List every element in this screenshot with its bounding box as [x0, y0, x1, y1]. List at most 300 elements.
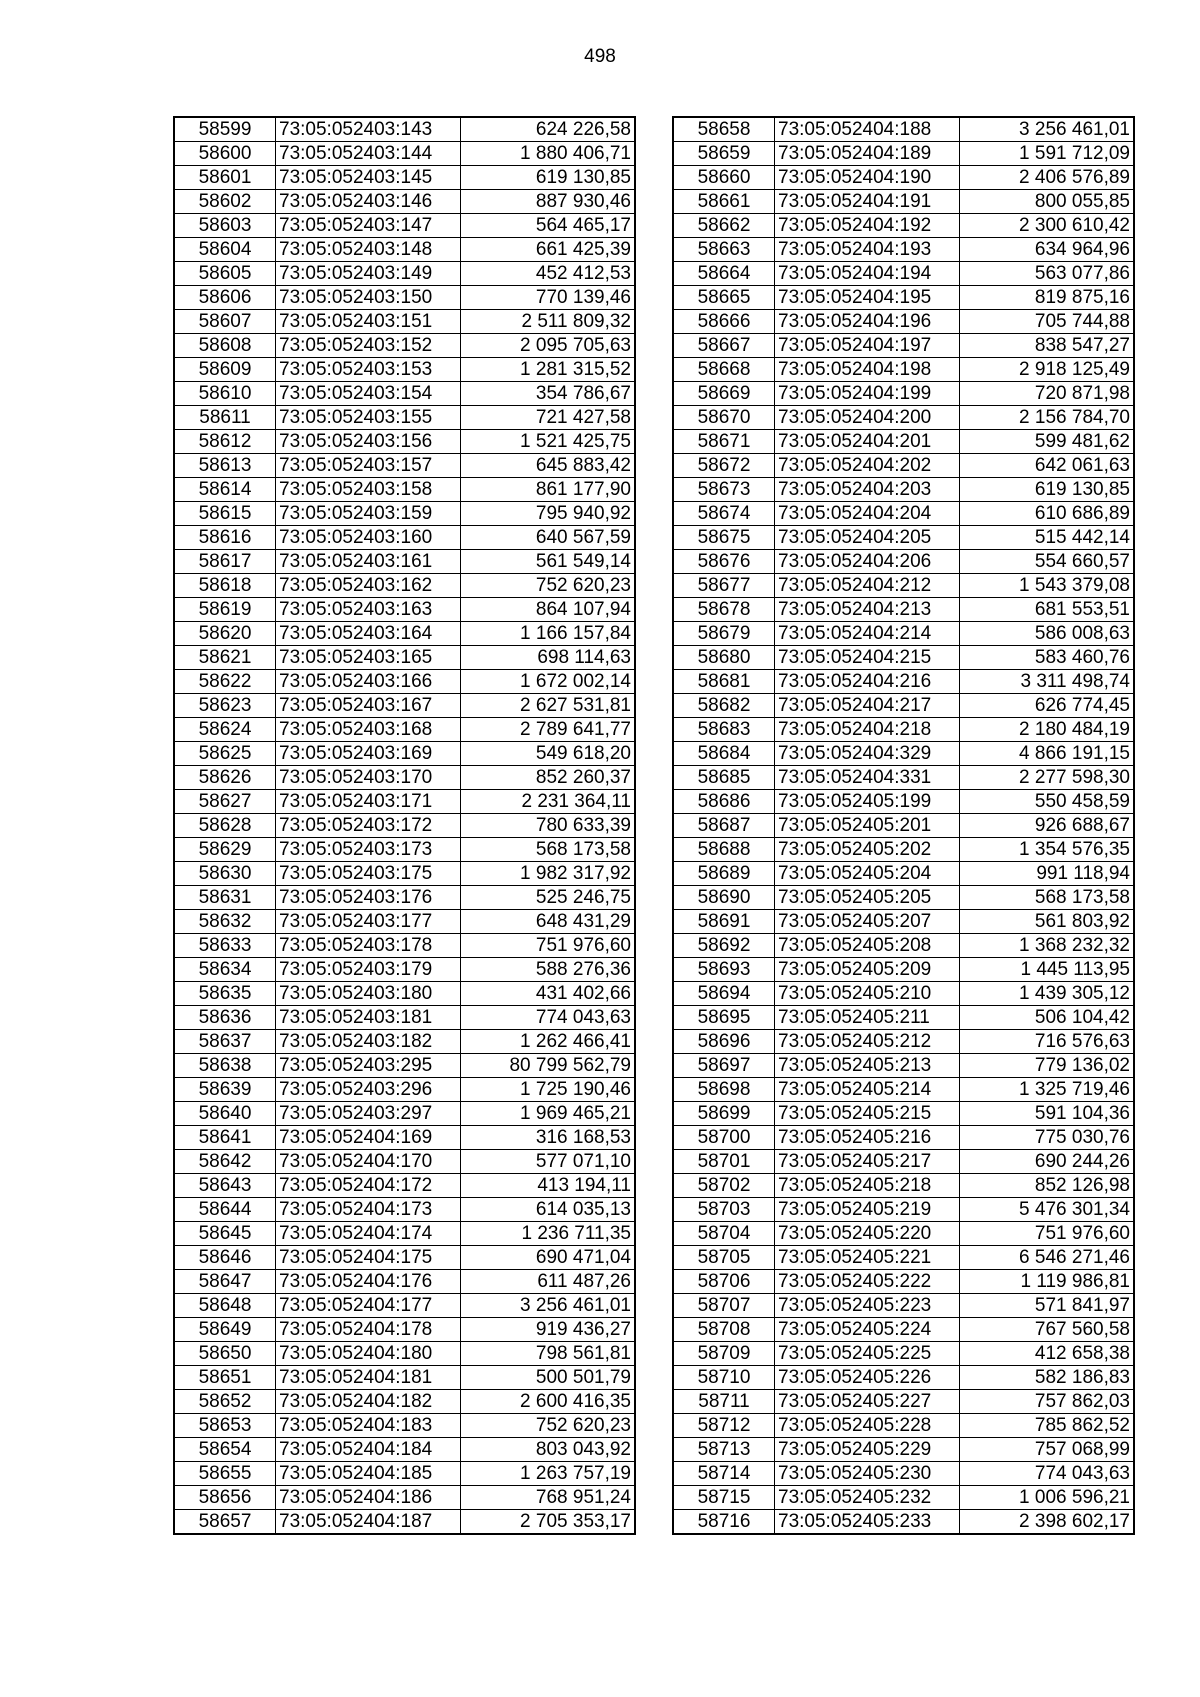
value-cell: 1 119 986,81 [960, 1270, 1135, 1294]
table-row [673, 694, 1134, 718]
row-number-cell: 58600 [174, 142, 276, 166]
table-row [673, 766, 1134, 790]
table-row [174, 286, 635, 310]
value-cell: 2 918 125,49 [960, 358, 1135, 382]
value-cell: 413 194,11 [461, 1174, 636, 1198]
table-row [174, 1294, 635, 1318]
cadastral-number-cell: 73:05:052404:217 [775, 694, 960, 718]
cadastral-number-cell: 73:05:052405:207 [775, 910, 960, 934]
value-cell: 2 231 364,11 [461, 790, 636, 814]
table-row [673, 1318, 1134, 1342]
value-cell: 2 600 416,35 [461, 1390, 636, 1414]
table-row [673, 622, 1134, 646]
row-number-cell: 58604 [174, 238, 276, 262]
row-number-cell: 58665 [673, 286, 775, 310]
value-cell: 774 043,63 [960, 1462, 1135, 1486]
table-row [174, 310, 635, 334]
row-number-cell: 58658 [673, 117, 775, 142]
value-cell: 568 173,58 [960, 886, 1135, 910]
row-number-cell: 58691 [673, 910, 775, 934]
table-row [174, 1342, 635, 1366]
value-cell: 1 445 113,95 [960, 958, 1135, 982]
cadastral-number-cell: 73:05:052404:200 [775, 406, 960, 430]
cadastral-number-cell: 73:05:052403:159 [276, 502, 461, 526]
value-cell: 864 107,94 [461, 598, 636, 622]
row-number-cell: 58607 [174, 310, 276, 334]
table-row [174, 766, 635, 790]
row-number-cell: 58629 [174, 838, 276, 862]
table-row [673, 646, 1134, 670]
value-cell: 819 875,16 [960, 286, 1135, 310]
cadastral-number-cell: 73:05:052404:194 [775, 262, 960, 286]
row-number-cell: 58709 [673, 1342, 775, 1366]
value-cell: 3 256 461,01 [960, 117, 1135, 142]
table-row [174, 886, 635, 910]
value-cell: 1 725 190,46 [461, 1078, 636, 1102]
value-cell: 582 186,83 [960, 1366, 1135, 1390]
row-number-cell: 58687 [673, 814, 775, 838]
table-row [174, 382, 635, 406]
row-number-cell: 58684 [673, 742, 775, 766]
cadastral-number-cell: 73:05:052405:199 [775, 790, 960, 814]
cadastral-number-cell: 73:05:052405:218 [775, 1174, 960, 1198]
value-cell: 720 871,98 [960, 382, 1135, 406]
cadastral-number-cell: 73:05:052403:176 [276, 886, 461, 910]
cadastral-number-cell: 73:05:052404:188 [775, 117, 960, 142]
table-row [673, 1150, 1134, 1174]
cadastral-number-cell: 73:05:052403:178 [276, 934, 461, 958]
cadastral-number-cell: 73:05:052405:229 [775, 1438, 960, 1462]
row-number-cell: 58705 [673, 1246, 775, 1270]
value-cell: 1 368 232,32 [960, 934, 1135, 958]
table-row [673, 838, 1134, 862]
table-row [673, 1174, 1134, 1198]
cadastral-number-cell: 73:05:052405:212 [775, 1030, 960, 1054]
cadastral-number-cell: 73:05:052404:174 [276, 1222, 461, 1246]
table-row [174, 478, 635, 502]
cadastral-number-cell: 73:05:052405:233 [775, 1510, 960, 1535]
row-number-cell: 58716 [673, 1510, 775, 1535]
table-row [174, 502, 635, 526]
table-row [673, 190, 1134, 214]
row-number-cell: 58713 [673, 1438, 775, 1462]
table-row [174, 1366, 635, 1390]
row-number-cell: 58708 [673, 1318, 775, 1342]
cadastral-number-cell: 73:05:052405:217 [775, 1150, 960, 1174]
cadastral-number-cell: 73:05:052403:170 [276, 766, 461, 790]
table-row [174, 358, 635, 382]
table-row [673, 166, 1134, 190]
value-cell: 648 431,29 [461, 910, 636, 934]
table-row [673, 1006, 1134, 1030]
value-cell: 1 166 157,84 [461, 622, 636, 646]
value-cell: 852 126,98 [960, 1174, 1135, 1198]
cadastral-number-cell: 73:05:052405:225 [775, 1342, 960, 1366]
table-row [174, 646, 635, 670]
value-cell: 80 799 562,79 [461, 1054, 636, 1078]
value-cell: 549 618,20 [461, 742, 636, 766]
table-row [174, 1198, 635, 1222]
row-number-cell: 58664 [673, 262, 775, 286]
value-cell: 6 546 271,46 [960, 1246, 1135, 1270]
table-row [673, 1390, 1134, 1414]
value-cell: 2 156 784,70 [960, 406, 1135, 430]
cadastral-number-cell: 73:05:052404:195 [775, 286, 960, 310]
value-cell: 768 951,24 [461, 1486, 636, 1510]
row-number-cell: 58695 [673, 1006, 775, 1030]
table-row [174, 1318, 635, 1342]
cadastral-number-cell: 73:05:052403:161 [276, 550, 461, 574]
table-row [174, 454, 635, 478]
row-number-cell: 58630 [174, 862, 276, 886]
cadastral-number-cell: 73:05:052404:180 [276, 1342, 461, 1366]
table-row [174, 1390, 635, 1414]
row-number-cell: 58693 [673, 958, 775, 982]
table-row [174, 862, 635, 886]
row-number-cell: 58623 [174, 694, 276, 718]
table-row [673, 238, 1134, 262]
cadastral-number-cell: 73:05:052404:181 [276, 1366, 461, 1390]
value-cell: 619 130,85 [960, 478, 1135, 502]
row-number-cell: 58677 [673, 574, 775, 598]
cadastral-number-cell: 73:05:052404:201 [775, 430, 960, 454]
table-row [174, 694, 635, 718]
value-cell: 785 862,52 [960, 1414, 1135, 1438]
row-number-cell: 58647 [174, 1270, 276, 1294]
value-cell: 861 177,90 [461, 478, 636, 502]
row-number-cell: 58714 [673, 1462, 775, 1486]
table-row [673, 1510, 1134, 1535]
table-row [673, 430, 1134, 454]
value-cell: 690 471,04 [461, 1246, 636, 1270]
table-row [174, 1006, 635, 1030]
cadastral-number-cell: 73:05:052403:177 [276, 910, 461, 934]
row-number-cell: 58707 [673, 1294, 775, 1318]
page-number: 498 [584, 46, 616, 67]
table-row [174, 117, 635, 142]
row-number-cell: 58610 [174, 382, 276, 406]
value-cell: 586 008,63 [960, 622, 1135, 646]
cadastral-number-cell: 73:05:052403:164 [276, 622, 461, 646]
table-row [174, 1078, 635, 1102]
table-row [673, 142, 1134, 166]
table-row [673, 1462, 1134, 1486]
cadastral-number-cell: 73:05:052405:211 [775, 1006, 960, 1030]
table-row [174, 718, 635, 742]
table-row [673, 790, 1134, 814]
table-row [174, 406, 635, 430]
row-number-cell: 58680 [673, 646, 775, 670]
row-number-cell: 58703 [673, 1198, 775, 1222]
cadastral-number-cell: 73:05:052403:171 [276, 790, 461, 814]
row-number-cell: 58690 [673, 886, 775, 910]
row-number-cell: 58655 [174, 1462, 276, 1486]
row-number-cell: 58656 [174, 1486, 276, 1510]
cadastral-number-cell: 73:05:052403:181 [276, 1006, 461, 1030]
row-number-cell: 58701 [673, 1150, 775, 1174]
table-row [174, 1486, 635, 1510]
cadastral-number-cell: 73:05:052403:156 [276, 430, 461, 454]
value-cell: 568 173,58 [461, 838, 636, 862]
value-cell: 751 976,60 [461, 934, 636, 958]
value-cell: 705 744,88 [960, 310, 1135, 334]
table-row [673, 1054, 1134, 1078]
table-row [174, 1462, 635, 1486]
table-row [673, 718, 1134, 742]
table-row [673, 1486, 1134, 1510]
row-number-cell: 58633 [174, 934, 276, 958]
cadastral-number-cell: 73:05:052404:204 [775, 502, 960, 526]
cadastral-number-cell: 73:05:052404:178 [276, 1318, 461, 1342]
row-number-cell: 58686 [673, 790, 775, 814]
value-cell: 2 300 610,42 [960, 214, 1135, 238]
cadastral-table-left [173, 116, 636, 1535]
table-row [673, 1342, 1134, 1366]
table-row [174, 550, 635, 574]
table-row [673, 406, 1134, 430]
row-number-cell: 58651 [174, 1366, 276, 1390]
cadastral-number-cell: 73:05:052403:179 [276, 958, 461, 982]
cadastral-number-cell: 73:05:052404:191 [775, 190, 960, 214]
value-cell: 2 277 598,30 [960, 766, 1135, 790]
cadastral-number-cell: 73:05:052403:150 [276, 286, 461, 310]
table-row [673, 814, 1134, 838]
table-row [174, 1174, 635, 1198]
row-number-cell: 58635 [174, 982, 276, 1006]
table-row [673, 550, 1134, 574]
row-number-cell: 58674 [673, 502, 775, 526]
value-cell: 599 481,62 [960, 430, 1135, 454]
cadastral-number-cell: 73:05:052404:203 [775, 478, 960, 502]
table-row [174, 1414, 635, 1438]
cadastral-number-cell: 73:05:052403:155 [276, 406, 461, 430]
table-row [673, 574, 1134, 598]
value-cell: 515 442,14 [960, 526, 1135, 550]
table-row [673, 382, 1134, 406]
table-row [174, 142, 635, 166]
cadastral-number-cell: 73:05:052403:180 [276, 982, 461, 1006]
value-cell: 1 006 596,21 [960, 1486, 1135, 1510]
cadastral-number-cell: 73:05:052405:201 [775, 814, 960, 838]
value-cell: 640 567,59 [461, 526, 636, 550]
value-cell: 2 406 576,89 [960, 166, 1135, 190]
table-row [673, 310, 1134, 334]
value-cell: 887 930,46 [461, 190, 636, 214]
table-row [174, 1438, 635, 1462]
row-number-cell: 58624 [174, 718, 276, 742]
value-cell: 1 591 712,09 [960, 142, 1135, 166]
table-row [174, 1510, 635, 1535]
value-cell: 795 940,92 [461, 502, 636, 526]
cadastral-number-cell: 73:05:052405:228 [775, 1414, 960, 1438]
value-cell: 3 311 498,74 [960, 670, 1135, 694]
table-row [174, 598, 635, 622]
row-number-cell: 58641 [174, 1126, 276, 1150]
row-number-cell: 58704 [673, 1222, 775, 1246]
row-number-cell: 58650 [174, 1342, 276, 1366]
row-number-cell: 58615 [174, 502, 276, 526]
value-cell: 2 705 353,17 [461, 1510, 636, 1535]
table-row [174, 214, 635, 238]
table-row [673, 454, 1134, 478]
value-cell: 1 263 757,19 [461, 1462, 636, 1486]
table-row [673, 958, 1134, 982]
cadastral-table-right [672, 116, 1135, 1535]
value-cell: 354 786,67 [461, 382, 636, 406]
cadastral-number-cell: 73:05:052404:183 [276, 1414, 461, 1438]
value-cell: 752 620,23 [461, 574, 636, 598]
row-number-cell: 58676 [673, 550, 775, 574]
value-cell: 611 487,26 [461, 1270, 636, 1294]
cadastral-number-cell: 73:05:052405:219 [775, 1198, 960, 1222]
table-row [673, 262, 1134, 286]
table-row [174, 1150, 635, 1174]
value-cell: 757 862,03 [960, 1390, 1135, 1414]
row-number-cell: 58640 [174, 1102, 276, 1126]
value-cell: 4 866 191,15 [960, 742, 1135, 766]
row-number-cell: 58649 [174, 1318, 276, 1342]
table-row [673, 598, 1134, 622]
cadastral-number-cell: 73:05:052405:227 [775, 1390, 960, 1414]
cadastral-number-cell: 73:05:052405:204 [775, 862, 960, 886]
cadastral-number-cell: 73:05:052404:216 [775, 670, 960, 694]
row-number-cell: 58619 [174, 598, 276, 622]
cadastral-number-cell: 73:05:052404:173 [276, 1198, 461, 1222]
cadastral-number-cell: 73:05:052404:205 [775, 526, 960, 550]
table-row [673, 1102, 1134, 1126]
table-row [174, 982, 635, 1006]
row-number-cell: 58683 [673, 718, 775, 742]
row-number-cell: 58668 [673, 358, 775, 382]
value-cell: 1 880 406,71 [461, 142, 636, 166]
row-number-cell: 58669 [673, 382, 775, 406]
cadastral-number-cell: 73:05:052405:215 [775, 1102, 960, 1126]
table-row [673, 934, 1134, 958]
cadastral-number-cell: 73:05:052403:146 [276, 190, 461, 214]
value-cell: 564 465,17 [461, 214, 636, 238]
table-row [673, 117, 1134, 142]
value-cell: 550 458,59 [960, 790, 1135, 814]
cadastral-number-cell: 73:05:052404:331 [775, 766, 960, 790]
row-number-cell: 58637 [174, 1030, 276, 1054]
value-cell: 3 256 461,01 [461, 1294, 636, 1318]
row-number-cell: 58646 [174, 1246, 276, 1270]
table-row [174, 430, 635, 454]
row-number-cell: 58644 [174, 1198, 276, 1222]
value-cell: 619 130,85 [461, 166, 636, 190]
value-cell: 1 969 465,21 [461, 1102, 636, 1126]
cadastral-number-cell: 73:05:052404:329 [775, 742, 960, 766]
row-number-cell: 58697 [673, 1054, 775, 1078]
cadastral-number-cell: 73:05:052404:215 [775, 646, 960, 670]
row-number-cell: 58643 [174, 1174, 276, 1198]
cadastral-number-cell: 73:05:052404:189 [775, 142, 960, 166]
cadastral-number-cell: 73:05:052404:175 [276, 1246, 461, 1270]
value-cell: 642 061,63 [960, 454, 1135, 478]
value-cell: 767 560,58 [960, 1318, 1135, 1342]
cadastral-number-cell: 73:05:052405:210 [775, 982, 960, 1006]
table-row [174, 334, 635, 358]
value-cell: 610 686,89 [960, 502, 1135, 526]
row-number-cell: 58662 [673, 214, 775, 238]
cadastral-number-cell: 73:05:052404:172 [276, 1174, 461, 1198]
value-cell: 2 398 602,17 [960, 1510, 1135, 1535]
table-row [673, 502, 1134, 526]
cadastral-number-cell: 73:05:052404:212 [775, 574, 960, 598]
value-cell: 1 325 719,46 [960, 1078, 1135, 1102]
row-number-cell: 58620 [174, 622, 276, 646]
row-number-cell: 58642 [174, 1150, 276, 1174]
value-cell: 500 501,79 [461, 1366, 636, 1390]
row-number-cell: 58689 [673, 862, 775, 886]
row-number-cell: 58663 [673, 238, 775, 262]
value-cell: 681 553,51 [960, 598, 1135, 622]
value-cell: 571 841,97 [960, 1294, 1135, 1318]
value-cell: 554 660,57 [960, 550, 1135, 574]
row-number-cell: 58611 [174, 406, 276, 430]
table-row [673, 982, 1134, 1006]
row-number-cell: 58602 [174, 190, 276, 214]
table-row [673, 1030, 1134, 1054]
value-cell: 780 633,39 [461, 814, 636, 838]
value-cell: 752 620,23 [461, 1414, 636, 1438]
table-row [174, 670, 635, 694]
row-number-cell: 58616 [174, 526, 276, 550]
cadastral-number-cell: 73:05:052404:196 [775, 310, 960, 334]
cadastral-number-cell: 73:05:052403:160 [276, 526, 461, 550]
row-number-cell: 58654 [174, 1438, 276, 1462]
value-cell: 919 436,27 [461, 1318, 636, 1342]
row-number-cell: 58621 [174, 646, 276, 670]
value-cell: 751 976,60 [960, 1222, 1135, 1246]
row-number-cell: 58667 [673, 334, 775, 358]
value-cell: 614 035,13 [461, 1198, 636, 1222]
cadastral-number-cell: 73:05:052404:214 [775, 622, 960, 646]
value-cell: 577 071,10 [461, 1150, 636, 1174]
cadastral-number-cell: 73:05:052403:154 [276, 382, 461, 406]
row-number-cell: 58710 [673, 1366, 775, 1390]
value-cell: 798 561,81 [461, 1342, 636, 1366]
cadastral-number-cell: 73:05:052403:144 [276, 142, 461, 166]
value-cell: 624 226,58 [461, 117, 636, 142]
cadastral-number-cell: 73:05:052403:151 [276, 310, 461, 334]
value-cell: 775 030,76 [960, 1126, 1135, 1150]
value-cell: 838 547,27 [960, 334, 1135, 358]
row-number-cell: 58608 [174, 334, 276, 358]
table-row [174, 526, 635, 550]
table-row [174, 238, 635, 262]
value-cell: 721 427,58 [461, 406, 636, 430]
cadastral-number-cell: 73:05:052405:209 [775, 958, 960, 982]
row-number-cell: 58679 [673, 622, 775, 646]
cadastral-number-cell: 73:05:052403:162 [276, 574, 461, 598]
row-number-cell: 58657 [174, 1510, 276, 1535]
table-row [673, 478, 1134, 502]
row-number-cell: 58675 [673, 526, 775, 550]
table-row [673, 334, 1134, 358]
row-number-cell: 58712 [673, 1414, 775, 1438]
cadastral-number-cell: 73:05:052404:199 [775, 382, 960, 406]
cadastral-number-cell: 73:05:052405:230 [775, 1462, 960, 1486]
cadastral-number-cell: 73:05:052405:214 [775, 1078, 960, 1102]
value-cell: 1 354 576,35 [960, 838, 1135, 862]
row-number-cell: 58699 [673, 1102, 775, 1126]
cadastral-number-cell: 73:05:052403:153 [276, 358, 461, 382]
cadastral-number-cell: 73:05:052404:202 [775, 454, 960, 478]
row-number-cell: 58715 [673, 1486, 775, 1510]
cadastral-number-cell: 73:05:052404:193 [775, 238, 960, 262]
row-number-cell: 58648 [174, 1294, 276, 1318]
